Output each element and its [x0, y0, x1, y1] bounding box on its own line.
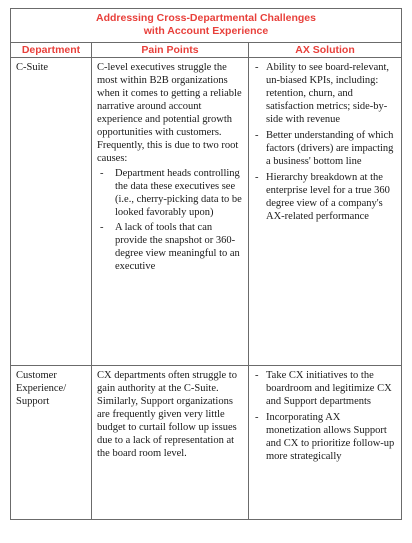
- department-name: C-Suite: [16, 62, 49, 73]
- dash-marker: -: [255, 130, 259, 141]
- solution-text: Hierarchy breakdown at the enterprise level for a true 360 degree view of a company's AX-related performance: [266, 172, 390, 222]
- dash-marker: -: [255, 370, 259, 381]
- list-item: [254, 171, 397, 223]
- list-item: [97, 167, 244, 219]
- table-row: [11, 58, 401, 366]
- header-ax-solution: AX Solution: [295, 44, 355, 56]
- pain-points-intro: C-level executives struggle the most within B2B organizations when it comes to getting a reliable narrative around account experience and potential growth opportunities with customers. Frequently, this is due to two root causes:: [97, 62, 242, 164]
- list-item: [254, 61, 397, 126]
- list-item: [254, 129, 397, 168]
- dash-marker: -: [100, 222, 104, 233]
- pain-points-intro: CX departments often struggle to gain authority at the C-Suite. Similarly, Support organizations are frequently given very little budget to curtail follow up issues due to a lack of representation at the board room level.: [97, 370, 237, 459]
- table-row: [11, 366, 401, 519]
- challenges-table: [10, 8, 402, 520]
- department-name: Customer Experience/ Support: [16, 370, 67, 407]
- solution-list: [254, 369, 397, 463]
- department-cell: [11, 366, 92, 519]
- pain-points-cell: [92, 366, 249, 519]
- table-title-line2: with Account Experience: [143, 25, 269, 37]
- table-title: [11, 9, 401, 43]
- header-pain-points: Pain Points: [92, 43, 249, 57]
- dash-marker: -: [100, 168, 104, 179]
- solution-cell: [249, 366, 401, 519]
- solution-text: Take CX initiatives to the boardroom and legitimize CX and Support departments: [266, 370, 392, 407]
- list-item: [254, 411, 397, 463]
- dash-marker: -: [255, 412, 259, 423]
- dash-marker: -: [255, 62, 259, 73]
- pain-points-list: [97, 167, 244, 273]
- solution-text: Ability to see board-relevant, un-biased KPIs, including: retention, churn, and satisfaction metrics; side-by-side with revenue: [266, 62, 390, 125]
- pain-points-cell: [92, 58, 249, 365]
- pain-point-text: Department heads controlling the data these executives see (i.e., cherry-picking data to be looked favorably upon): [115, 168, 242, 218]
- dash-marker: -: [255, 172, 259, 183]
- solution-text: Incorporating AX monetization allows Support and CX to prioritize follow-up more strategically: [266, 412, 395, 462]
- solution-cell: [249, 58, 401, 365]
- pain-point-text: A lack of tools that can provide the snapshot or 360-degree view meaningful to an executive: [115, 222, 240, 272]
- solution-text: Better understanding of which factors (drivers) are impacting a business' bottom line: [266, 130, 394, 167]
- list-item: [97, 221, 244, 273]
- table-title-line1: Addressing Cross-Departmental Challenges: [96, 12, 316, 24]
- header-row: [11, 43, 401, 58]
- list-item: [254, 369, 397, 408]
- header-department: Department: [11, 43, 92, 57]
- solution-list: [254, 61, 397, 223]
- department-cell: [11, 58, 92, 365]
